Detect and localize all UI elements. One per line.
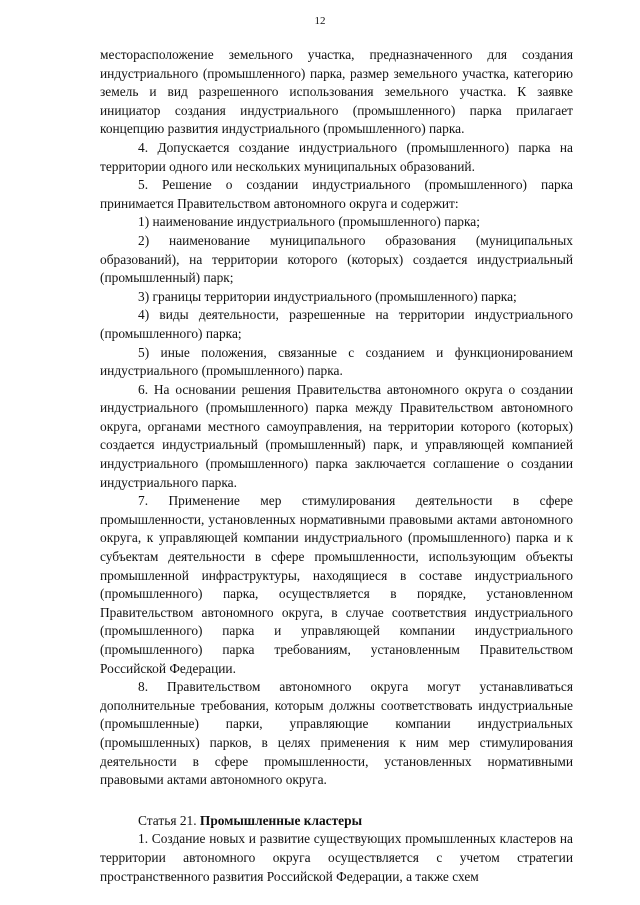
section-spacer bbox=[100, 790, 573, 812]
paragraph-7: 7. Применение мер стимулирования деятельности в сфере промышленности, установленных нормативными правовыми актами автономного округа, к управляющей компании индустриального (промышленного) парка и к субъектам деятельности в сфере промышленности, использующим объекты промышленной инфраструктуры, находящиеся в составе индустриального (промышленного) парка, осуществляется в порядке, установленном Правительством автономного округа, в случае соответствия индустриального (промышленного) парка и управляющей компании индустриального (промышленного) парка требованиям, установленным Правительством Российской Федерации. bbox=[100, 493, 573, 676]
page-number: 12 bbox=[314, 15, 326, 27]
article-prefix: Статья 21. bbox=[138, 812, 200, 828]
article-title: Промышленные кластеры bbox=[199, 812, 363, 828]
list-item-5-1: 1) наименование индустриального (промышленного) парка; bbox=[138, 214, 480, 230]
paragraph-8: 8. Правительством автономного округа могут устанавливаться дополнительные требования, которым должны соответствовать индустриальные (промышленные) парки, управляющие компании индустриальных (промышленных) парков, в целях применения к ним мер стимулирования деятельности в сфере промышленности, установленных нормативными правовыми актами автономного округа. bbox=[100, 679, 573, 788]
article-paragraph-1: 1. Создание новых и развитие существующих промышленных кластеров на территории автономного округа осуществляется с учетом стратегии пространственного развития Российской Федерации, а также схем bbox=[100, 831, 573, 884]
article-heading bbox=[100, 812, 573, 831]
list-item-5-4: 4) виды деятельности, разрешенные на территории индустриального (промышленного) парка; bbox=[100, 307, 573, 341]
list-item-5-3: 3) границы территории индустриального (промышленного) парка; bbox=[138, 288, 517, 304]
paragraph-continuation: месторасположение земельного участка, предназначенного для создания индустриального (промышленного) парка, размер земельного участка, категорию земель и вид разрешенного использования земельного участка. К заявке инициатор создания индустриального (промышленного) парка прилагает концепцию развития индустриального (промышленного) парка. bbox=[100, 47, 573, 137]
list-item-5-5: 5) иные положения, связанные с созданием и функционированием индустриального (промышленного) парка. bbox=[100, 344, 573, 379]
paragraph-4: 4. Допускается создание индустриального (промышленного) парка на территории одного или нескольких муниципальных образований. bbox=[100, 139, 573, 174]
paragraph-6: 6. На основании решения Правительства автономного округа о создании индустриального (промышленного) парка между Правительством автономного округа, органами местного самоуправления, на территории которого (которых) создается индустриальный (промышленный) парк, и управляющей компанией индустриального (промышленного) парка заключается соглашение о создании индустриального парка. bbox=[100, 381, 573, 490]
list-item-5-2: 2) наименование муниципального образования (муниципальных образований), на территории которого (которых) создается индустриальный (промышленный) парк; bbox=[100, 232, 573, 286]
document-body bbox=[100, 46, 573, 886]
paragraph-5: 5. Решение о создании индустриального (промышленного) парка принимается Правительством автономного округа и содержит: bbox=[100, 177, 573, 211]
